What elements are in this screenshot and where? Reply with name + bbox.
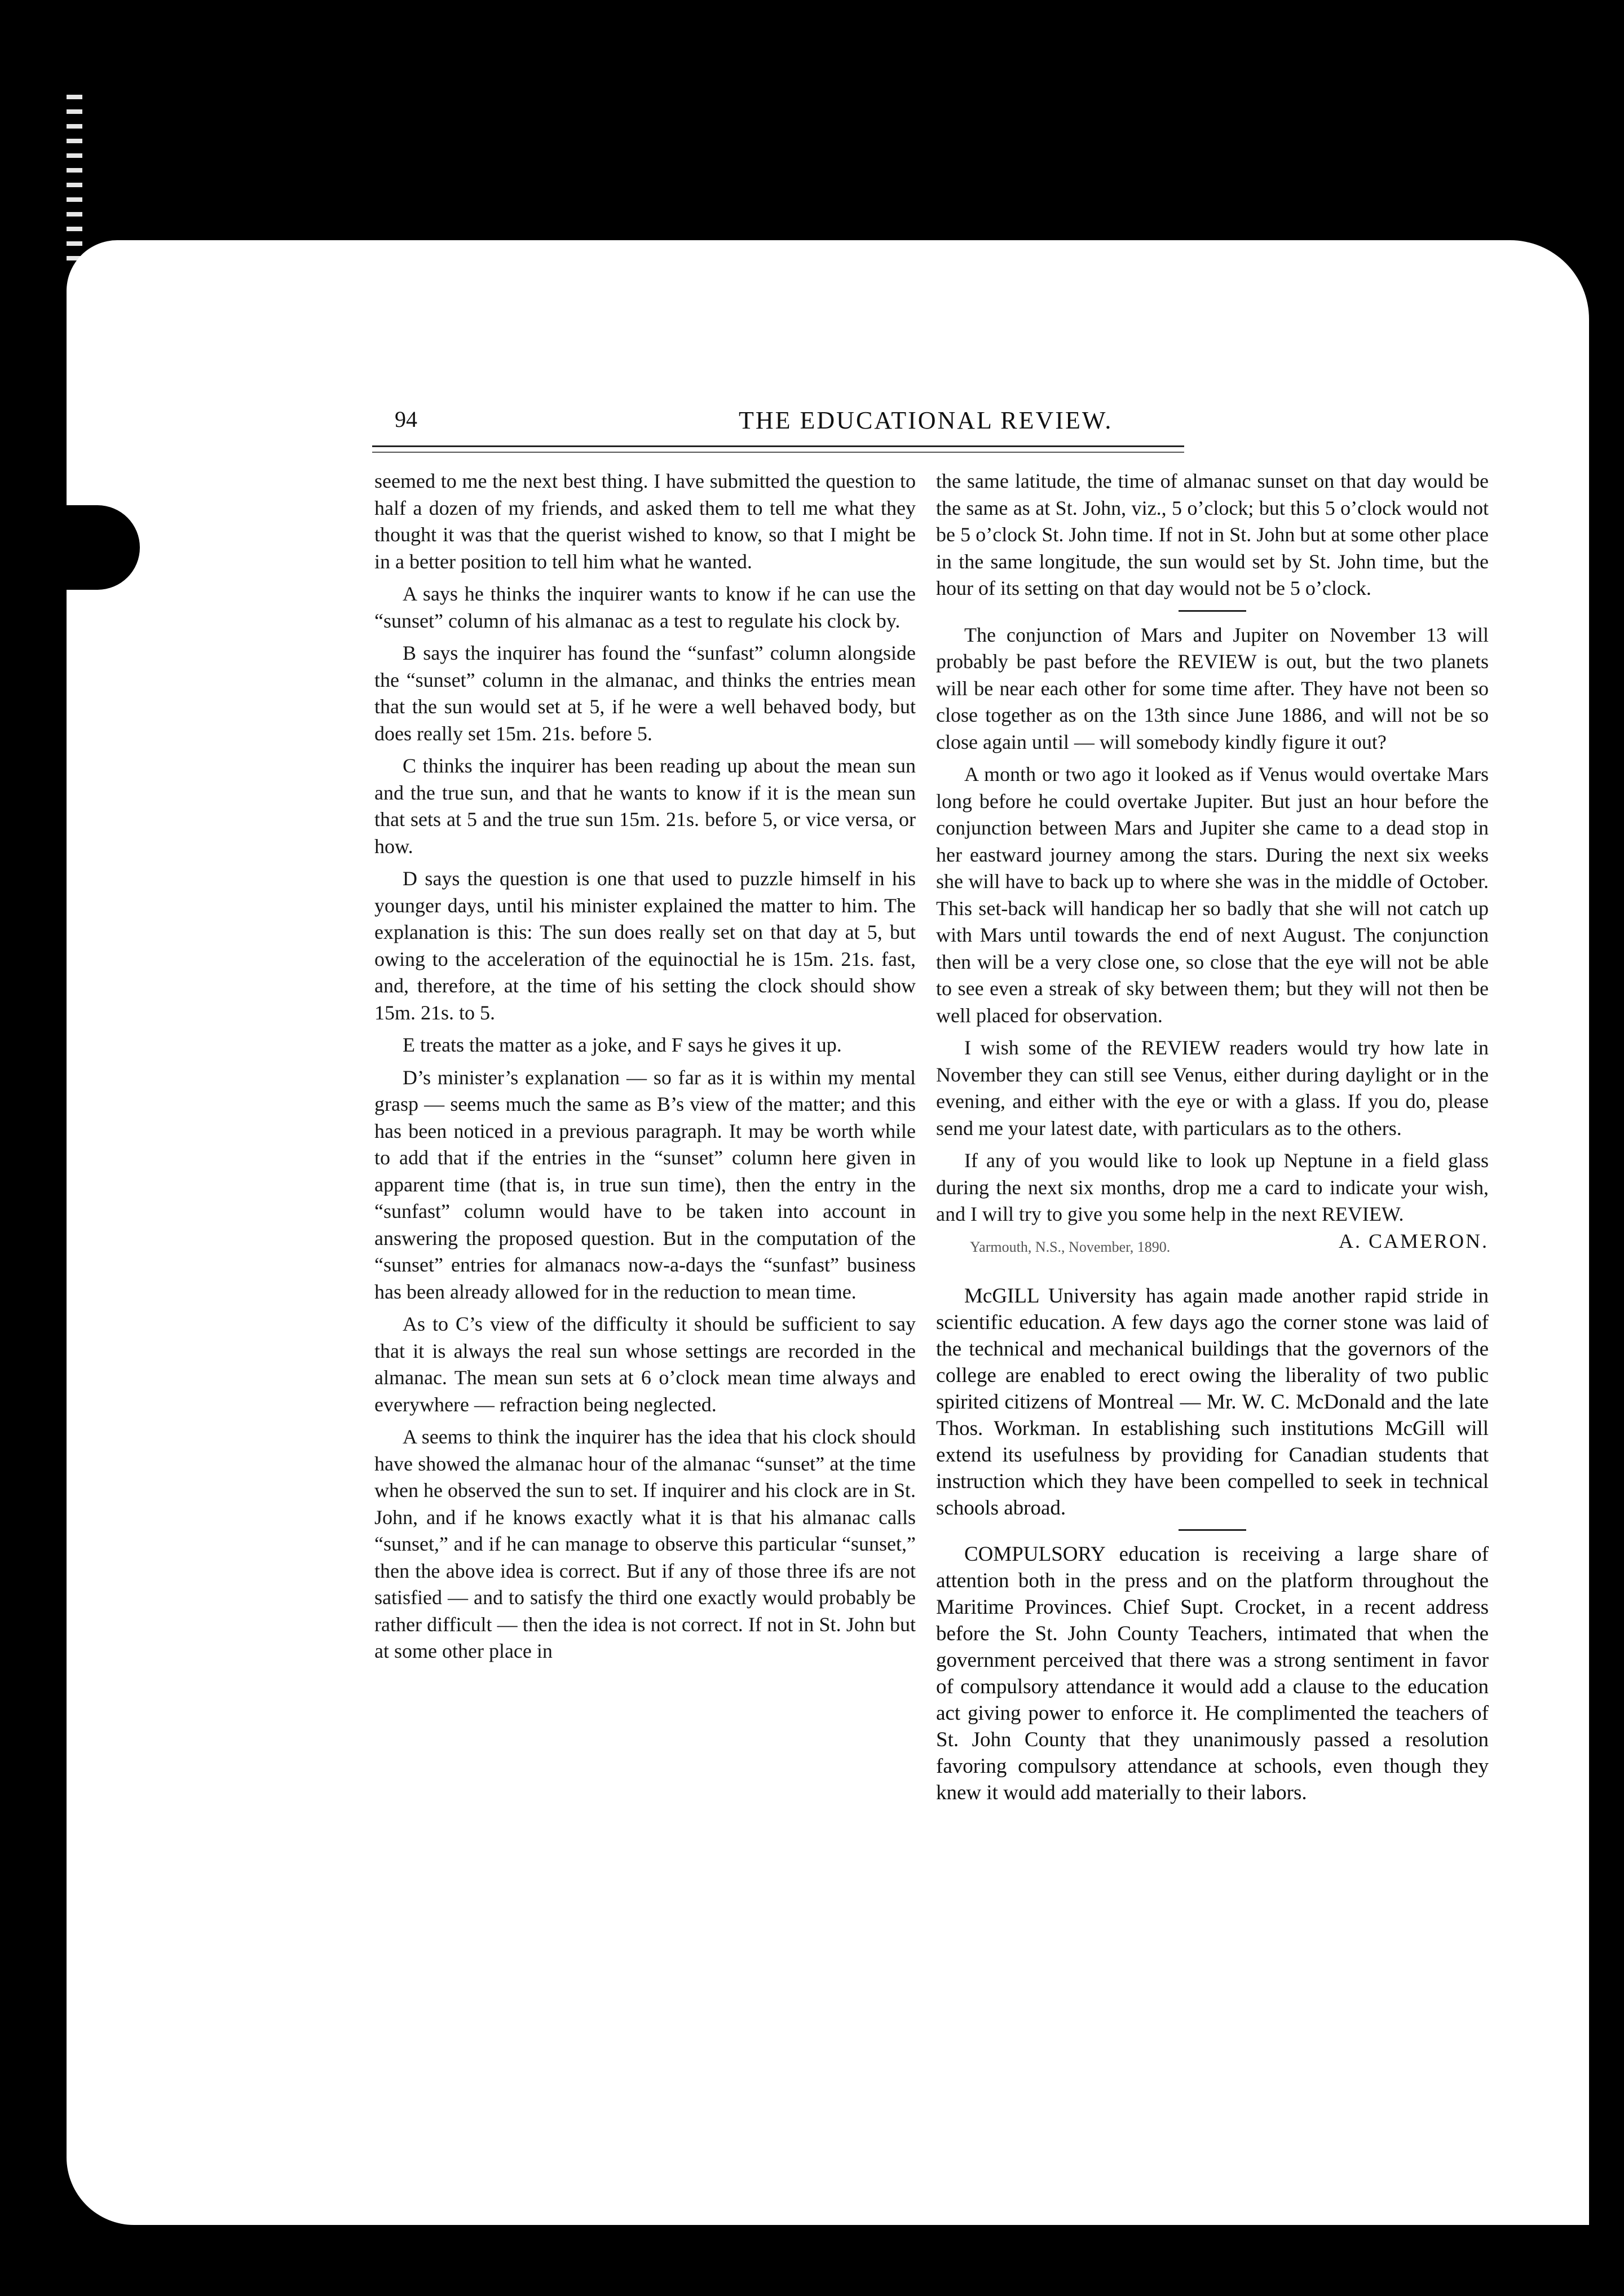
running-title: THE EDUCATIONAL REVIEW. [739, 407, 1113, 434]
header-rule [372, 445, 1184, 453]
paragraph: C thinks the inquirer has been reading up about the mean sun and the true sun, and that he wants to know if it is the mean sun that sets at 5 and the true sun 15m. 21s. before 5, or vice versa, or how. [374, 754, 916, 858]
section-divider [1179, 1529, 1246, 1531]
news-item-mcgill: McGILL University has again made another rapid stride in scientific education. A few days ago the corner stone was laid of the technical and mechanical buildings that the governors of the college are enabled to erect owing the liberality of two public spirited citizens of Montreal — Mr. W. C. McDonald and the late Thos. Workman. In establishing such institutions McGill will extend its usefulness by providing for Canadian students that instruction which they have been compelled to seek in technical schools abroad. [936, 1284, 1489, 1520]
binding-notch [67, 505, 140, 590]
left-column [374, 468, 916, 1671]
author-signature: A. CAMERON. [1338, 1229, 1489, 1252]
paragraph: seemed to me the next best thing. I have submitted the question to half a dozen of my friends, and asked them to tell me what they thought it was that the querist wished to know, so that I might be in a better position to tell him what he wanted. [374, 470, 916, 573]
paragraph: A month or two ago it looked as if Venus would overtake Mars long before he could overtake Jupiter. But just an hour before the conjunction between Mars and Jupiter she came to a dead stop in her eastward journey among the stars. During the next six weeks she will have to back up to where she was in the middle of October. This set-back will handicap her so badly that she will not catch up with Mars until towards the end of next August. The conjunction then will be a very close one, so close that the eye will not be able to see even a streak of sky between them; but they will not then be well placed for observation. [936, 763, 1489, 1027]
page-header [395, 406, 1173, 440]
paragraph: As to C’s view of the difficulty it should be sufficient to say that it is always the real sun whose settings are recorded in the almanac. The mean sun sets at 6 o’clock mean time always and everywhere — refraction being neglected. [374, 1313, 916, 1416]
section-divider [1179, 610, 1246, 612]
paragraph: A seems to think the inquirer has the idea that his clock should have showed the almanac hour of the almanac “sunset” at the time when he observed the sun to set. If inquirer and his clock are in St. John, and if he knows exactly what it is that his almanac calls “sunset,” and if he can manage to observe this particular “sunset,” then the above idea is correct. But if any of those three ifs are not satisfied — and to satisfy the third one exactly would probably be rather difficult — then the idea is not correct. If not in St. John but at some other place in [374, 1425, 916, 1662]
paragraph: B says the inquirer has found the “sunfast” column alongside the “sunset” column in the almanac, and thinks the entries mean that the sun would set at 5, if he were a well behaved body, but does really set 15m. 21s. before 5. [374, 642, 916, 745]
page-number: 94 [395, 407, 417, 432]
paragraph: D’s minister’s explanation — so far as it is within my mental grasp — seems much the same as B’s view of the matter; and this has been noticed in a previous paragraph. It may be worth while to add that if the entries in the “sunset” column here given in apparent time (that is, in true sun time), then the entry in the “sunfast” column would have to be taken into account in answering the proposed question. But in the computation of the “sunset” entries for almanacs now-a-days the “sunfast” business has been already allowed for in the reduction to mean time. [374, 1066, 916, 1303]
paragraph: D says the question is one that used to puzzle himself in his younger days, until his minister explained the matter to him. The explanation is this: The sun does really set on that day at 5, but owing to the acceleration of the equinoctial he is 15m. 21s. fast, and, therefore, at the time of his setting the clock should show 15m. 21s. to 5. [374, 867, 916, 1024]
dateline: Yarmouth, N.S., November, 1890. [970, 1238, 1171, 1255]
paragraph: the same latitude, the time of almanac sunset on that day would be the same as at St. John, viz., 5 o’clock; but this 5 o’clock would not be 5 o’clock St. John time. If not in St. John but at some other place in the same longitude, the sun would set by St. John time, but the hour of its setting on that day would not be 5 o’clock. [936, 470, 1489, 599]
right-column [936, 468, 1489, 1812]
paragraph: E treats the matter as a joke, and F says he gives it up. [403, 1034, 842, 1056]
paragraph: I wish some of the REVIEW readers would try how late in November they can still see Venus, either during daylight or in the evening, and either with the eye or with a glass. If you do, please send me your latest date, with particulars as to the others. [936, 1036, 1489, 1140]
scan-edge-artifact [67, 85, 82, 265]
paragraph-text: If any of you would like to look up Neptune in a field glass during the next six months, drop me a card to indicate your wish, and I will try to give you some help in the next REVIEW. [936, 1149, 1489, 1225]
paragraph: A says he thinks the inquirer wants to know if he can use the “sunset” column of his almanac as a test to regulate his clock by. [374, 582, 916, 632]
news-item-compulsory-education: COMPULSORY education is receiving a large share of attention both in the press and on the platform throughout the Maritime Provinces. Chief Supt. Crocket, in a recent address before the St. John County Teachers, intimated that when the government perceived that there was a strong sentiment in favor of compulsory attendance it would add a clause to the education act giving power to enforce it. He complimented the teachers of St. John County that they unanimously passed a resolution favoring compulsory attendance at schools, even though they knew it would add materially to their labors. [936, 1543, 1489, 1804]
paragraph: The conjunction of Mars and Jupiter on November 13 will probably be past before the REVIEW is out, but the two planets will be near each other for some time after. They have not been so close together as on the 13th since June 1886, and will not be so close again until — will somebody kindly figure it out? [936, 623, 1489, 753]
